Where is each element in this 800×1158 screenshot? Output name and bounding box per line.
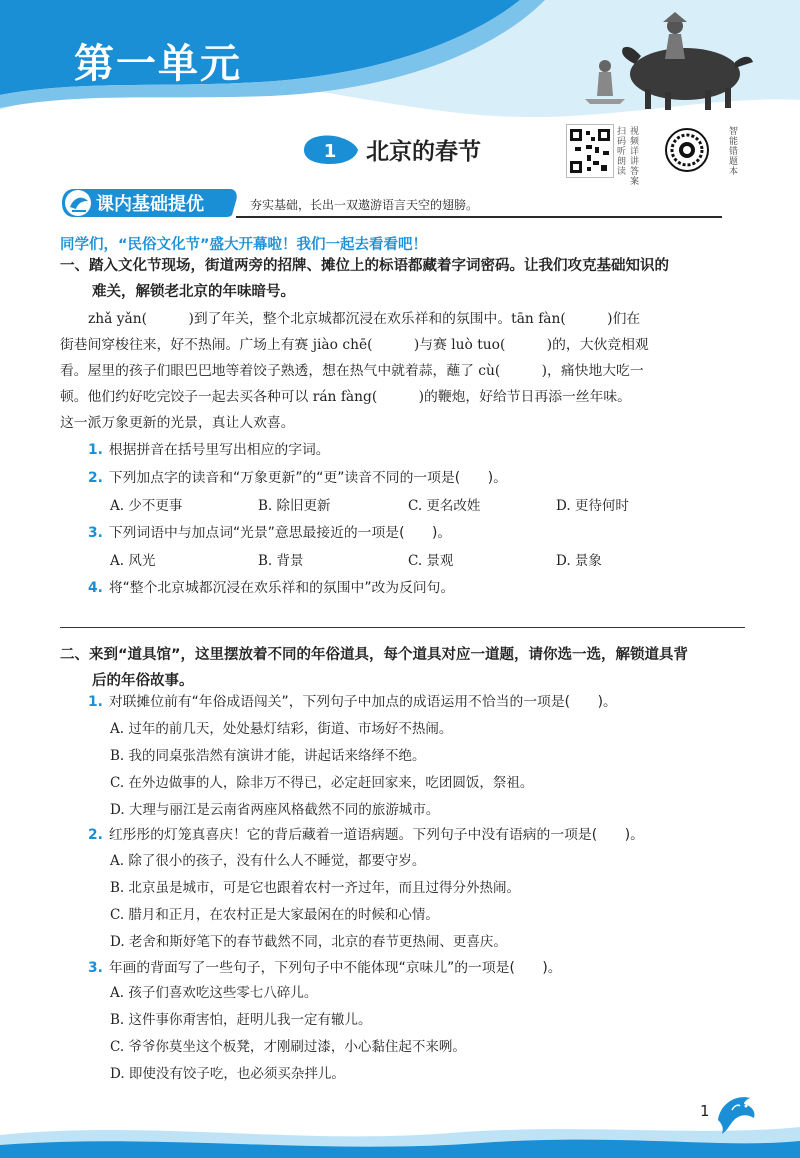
q1-sub1 <box>88 438 330 458</box>
option-a[interactable]: A. 过年的前几天，处处悬灯结彩，街道、市场好不热闹。 <box>110 721 453 737</box>
q2-sub2-options <box>110 848 520 956</box>
lesson-title: 北京的春节 <box>366 139 481 165</box>
option-d[interactable]: D. 景象 <box>556 553 602 569</box>
svg-text:1: 1 <box>323 141 337 162</box>
passage-line2: 街巷间穿梭往来，好不热闹。广场上有赛 jiào chē( )与赛 luò tuo( )的，大伙竞相观 <box>60 337 649 353</box>
unit-title: 第一单元 <box>74 41 242 87</box>
q2-sub2-number: 2. <box>88 827 103 843</box>
q2-heading-line1: 二、来到“道具馆”，这里摆放着不同的年俗道具，每个道具对应一道题，请你选一选，解锁道具背 <box>60 647 689 663</box>
option-c[interactable]: C. 景观 <box>408 553 454 569</box>
q2-sub2-text: 红彤彤的灯笼真喜庆！它的背后藏着一道语病题。下列句子中没有语病的一项是( )。 <box>108 827 644 843</box>
intro-text: 同学们，“民俗文化节”盛大开幕啦！我们一起去看看吧！ <box>60 237 428 253</box>
option-b[interactable]: B. 除旧更新 <box>258 498 331 514</box>
q1-sub4-number: 4. <box>88 580 103 596</box>
option-b[interactable]: B. 这件事你甭害怕，赶明儿我一定有辙儿。 <box>110 1012 372 1028</box>
option-c[interactable]: C. 腊月和正月，在农村正是大家最闲在的时候和心情。 <box>110 907 439 923</box>
q1-sub4 <box>88 576 454 596</box>
option-b[interactable]: B. 背景 <box>258 553 304 569</box>
dolphin-icon <box>710 1090 760 1138</box>
lesson-number-badge <box>300 132 360 168</box>
q1-sub2-number: 2. <box>88 470 103 486</box>
option-c[interactable]: C. 更名改姓 <box>408 498 481 514</box>
q2-sub1-options <box>110 716 533 824</box>
q1-sub3 <box>88 521 451 541</box>
q1-sub3-number: 3. <box>88 525 103 541</box>
q2-heading <box>60 642 760 694</box>
option-d[interactable]: D. 即使没有饺子吃，也必须买杂拌儿。 <box>110 1066 345 1082</box>
q2-sub3-options <box>110 980 466 1088</box>
farmer-ox-illustration <box>575 4 755 112</box>
qr-caption-listen: 扫码听朗读 <box>615 126 625 176</box>
qr-caption-mistakes: 智能错题本 <box>727 126 737 176</box>
qr-code-video[interactable] <box>566 124 614 182</box>
footer-wave <box>0 1115 800 1158</box>
q2-sub1 <box>88 690 617 710</box>
option-d[interactable]: D. 大理与丽江是云南省两座风格截然不同的旅游城市。 <box>110 802 440 818</box>
q2-sub3-text: 年画的背面写了一些句子，下列句子中不能体现“京味儿”的一项是( )。 <box>108 960 562 976</box>
passage-line1: zhǎ yǎn( )到了年关，整个北京城都沉浸在欢乐祥和的氛围中。tān fàn( )们在 <box>88 311 641 327</box>
q1-heading <box>60 253 760 305</box>
option-a[interactable]: A. 除了很小的孩子，没有什么人不睡觉，都要守岁。 <box>110 853 426 869</box>
q1-sub1-number: 1. <box>88 442 103 458</box>
option-a[interactable]: A. 风光 <box>110 553 156 569</box>
option-a[interactable]: A. 少不更事 <box>110 498 183 514</box>
q1-sub2 <box>88 466 507 486</box>
option-d[interactable]: D. 老舍和斯妤笔下的春节截然不同，北京的春节更热闹、更喜庆。 <box>110 934 507 950</box>
option-c[interactable]: C. 爷爷你莫坐这个板凳，才刚刷过漆，小心黏住起不来咧。 <box>110 1039 466 1055</box>
page-number: 1 <box>700 1102 710 1120</box>
answer-line[interactable] <box>60 627 745 628</box>
q1-sub4-text: 将“整个北京城都沉浸在欢乐祥和的氛围中”改为反问句。 <box>108 580 455 596</box>
option-b[interactable]: B. 我的同桌张浩然有演讲才能，讲起话来络绎不绝。 <box>110 748 426 764</box>
option-a[interactable]: A. 孩子们喜欢吃这些零七八碎儿。 <box>110 985 318 1001</box>
passage-line5: 这一派万象更新的光景，真让人欢喜。 <box>60 415 295 431</box>
option-c[interactable]: C. 在外边做事的人，除非万不得已，必定赶回家来，吃团圆饭，祭祖。 <box>110 775 534 791</box>
q1-heading-line2: 难关，解锁老北京的年味暗号。 <box>92 284 295 300</box>
q2-sub1-text: 对联摊位前有“年俗成语闯关”，下列句子中加点的成语运用不恰当的一项是( )。 <box>108 694 617 710</box>
option-b[interactable]: B. 北京虽是城市，可是它也跟着农村一齐过年，而且过得分外热闹。 <box>110 880 521 896</box>
section-subtitle: 夯实基础，长出一双遨游语言天空的翅膀。 <box>250 198 479 212</box>
q1-heading-line1: 一、踏入文化节现场，街道两旁的招牌、摊位上的标语都藏着字词密码。让我们攻克基础知识的 <box>60 258 669 274</box>
section-divider <box>236 216 722 218</box>
section-label: 课内基础提优 <box>96 194 204 215</box>
qr-caption-video: 视频详讲答案 <box>628 126 638 186</box>
q2-sub3-number: 3. <box>88 960 103 976</box>
qr-code-mistakes[interactable] <box>664 124 710 180</box>
q1-passage <box>60 306 760 436</box>
q2-sub1-number: 1. <box>88 694 103 710</box>
passage-line4: 顿。他们约好吃完饺子一起去买各种可以 rán fàng( )的鞭炮，好给节日再添一丝年味。 <box>60 389 631 405</box>
q1-sub1-text: 根据拼音在括号里写出相应的字词。 <box>108 442 330 458</box>
q2-sub3 <box>88 956 562 976</box>
q2-heading-line2: 后的年俗故事。 <box>92 673 194 689</box>
passage-line3: 看。屋里的孩子们眼巴巴地等着饺子熟透，想在热气中就着蒜，蘸了 cù( )，痛快地大吃一 <box>60 363 644 379</box>
option-d[interactable]: D. 更待何时 <box>556 498 629 514</box>
q1-sub3-text: 下列词语中与加点词“光景”意思最接近的一项是( )。 <box>108 525 452 541</box>
q1-sub2-text: 下列加点字的读音和“万象更新”的“更”读音不同的一项是( )。 <box>108 470 507 486</box>
q2-sub2 <box>88 823 644 843</box>
